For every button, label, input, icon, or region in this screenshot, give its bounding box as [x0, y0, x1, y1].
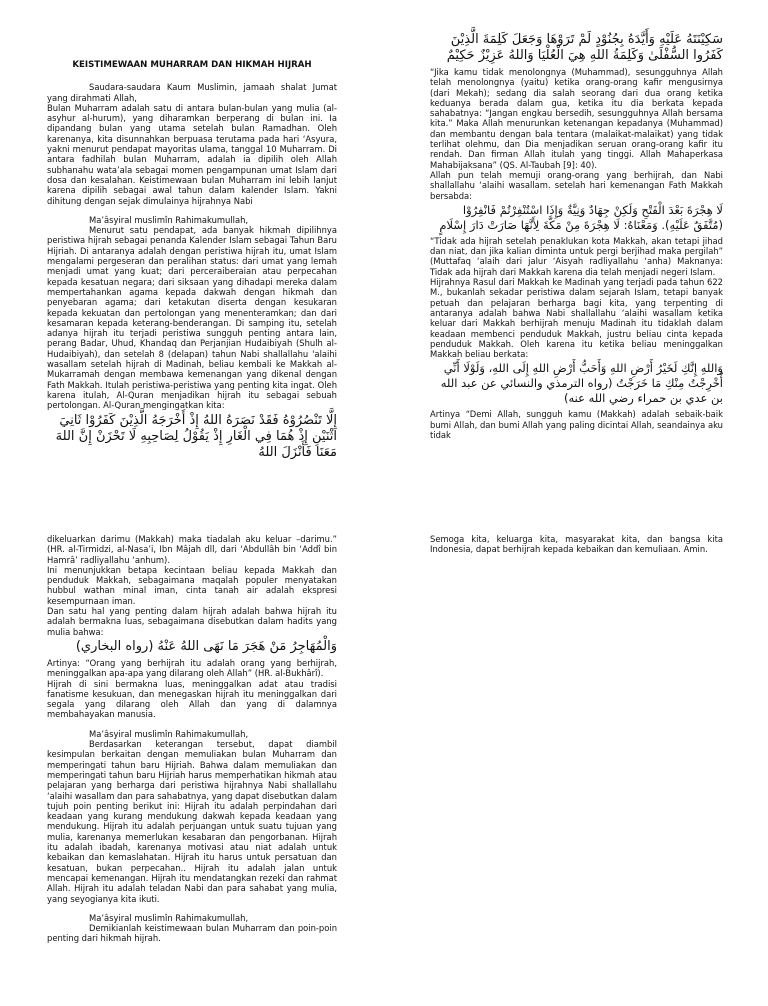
document-title: KEISTIMEWAAN MUHARRAM DAN HIKMAH HIJRAH — [72, 60, 312, 70]
paragraph-address: Ma’âsyiral muslimîn Rahimakumullah, — [89, 214, 249, 225]
paragraph-greeting: Saudara-saudara Kaum Muslimin, jamaah shalat Jumat yang dirahmati Allah, — [47, 82, 337, 103]
paragraph-hadith-translation: “Tidak ada hijrah setelah penaklukan kota Makkah, akan tetapi jihad dan niat, dan jika kalian diminta untuk pergi berjihad maka pergilah” (Muttafaq ‘alaih dari jalur ‘Aisyah radliyallahu ‘anha) Maknanya: Tidak ada hijrah dari Makkah karena dia telah menjadi negeri Islam. — [430, 235, 723, 277]
paragraph-hijrah-622: Hijrahnya Rasul dari Makkah ke Madinah yang terjadi pada tahun 622 M., bukanlah sekadar peristiwa dalam sejarah Islam, tetapi banyak petuah dan pelajaran berharga bagi kita, yang terpenting di antaranya adalah bahwa Nabi shallallahu ‘alaihi wasallam ketika keluar dari Makkah berhijrah menuju Madinah itu tidaklah dalam keadaan membenci penduduk Makkah, justru beliau cinta kepada penduduk Makkah. Oleh karena itu ketika beliau meninggalkan Makkah beliau berkata: — [430, 277, 723, 360]
column-2 — [430, 30, 723, 440]
arabic-hadith-fath: لَا هِجْرَةَ بَعْدَ الْفَتْحِ وَلَكِنْ جِهَادٌ وَنِيَّةٌ وَإِذَا اسْتُنْفِرْتُمْ فَانْفِرُوْا (مُتَّفَقٌ عَلَيْهِ). وَمَعْنَاهُ: لَا هِجْرَةَ مِنْ مَكَّةَ لِأَنَّهَا صَارَتْ دَارَ إِسْلَامٍ — [439, 202, 723, 232]
arabic-verse-continuation: سَكِيْنَتَهُ عَلَيْهِ وَأَيَّدَهُ بِجُنُوْدٍ لَمْ تَرَوْهَا وَجَعَلَ كَلِمَةَ الَّذِيْنَ كَفَرُوا السُّفْلَىٰ وَكَلِمَةُ اللهِ هِيَ الْعُلْيَا وَاللهُ عَزِيْزٌ حَكِيْمٌ — [446, 32, 723, 63]
paragraph-makkah-translation: Artinya “Demi Allah, sungguh kamu (Makkah) adalah sebaik-baik bumi Allah, dan bumi Allah yang paling dicintai Allah, seandainya aku tidak — [430, 409, 723, 441]
paragraph-hijrah-hikmah: Menurut satu pendapat, ada banyak hikmah dipilihnya peristiwa hijrah sebagai penanda Kalender Islam sebagai Tahun Baru Hijriah. Di antaranya adalah dengan peristiwa hijrah itu, umat Islam mengalami pergeseran dan peralihan status: dari umat yang lemah menjadi umat yang kuat; dari perceraiberaian atau perpecahan kepada kesatuan negara; dari siksaan yang dihadapi mereka dalam mempertahankan agama kepada dakwah dengan hikmah dan penyebaran agama; dari ketakutan diserta dengan kesukaran kepada kekuatan dan pertolongan yang menenteramkan; dan dari kesamaran kepada keterang-benderangan. Di samping itu, setelah adanya hijrah itu terjadi peristiwa sungguh penting antara lain, perang Badar, Uhud, Khandaq dan Perjanjian Hudaibiyah (Shulh al-Hudaibiyah), dan setelah 8 (delapan) tahun Nabi shallallahu 'alaihi wasallam setelah hijrah di Madinah, beliau kembali ke Makkah al-Mukarramah dengan membawa kemenangan yang dikenal dengan Fath Makkah. Itulah peristiwa-peristiwa yang penting kita ingat. Oleh karena itulah, Al-Quran menjadikan hijrah itu sebagai sebuah pertolongan. Al-Quran mengingatkan kita: — [47, 225, 337, 411]
paragraph-conclusion: Berdasarkan keterangan tersebut, dapat diambil kesimpulan berkaitan dengan memuliakan bulan Muharram dan memperingati tahun baru Hijriah. Bahwa dalam memuliakan dan memperingati tahun baru Hijriah harus memperhatikan hikmah atau pelajaran yang berharga dari peristiwa hijrahnya Nabi shallallahu ‘alaihi wasallam dan para sahabatnya, yang dapat disebutkan dalam tujuh poin penting berikut ini: Hijrah itu adalah perpindahan dari keadaan yang kurang mendukung dakwah kepada keadaan yang mendukung. Hijrah itu adalah perjuangan untuk suatu tujuan yang mulia, karenanya memerlukan kesabaran dan pengorbanan. Hijrah itu adalah ibadah, karenanya motivasi atau niat adalah untuk kebaikan dan kemaslahatan. Hijrah itu harus untuk persatuan dan kesatuan, bukan perpecahan.. Hijrah itu adalah jalan untuk mencapai kemenangan. Hijrah itu mendatangkan rezeki dan rahmat Allah. Hijrah itu adalah teladan Nabi dan para sahabat yang mulia, yang seyogianya kita ikuti. — [47, 739, 337, 904]
paragraph-prayer: Semoga kita, keluarga kita, masyarakat kita, dan bangsa kita Indonesia, dapat berhijrah kepada kebaikan dan kemuliaan. Amin. — [430, 534, 723, 555]
arabic-verse-taubah: إِلَّا تَنْصُرُوْهُ فَقَدْ نَصَرَهُ اللهُ إِذْ أَخْرَجَهُ الَّذِيْنَ كَفَرُوْا ثَانِيَ اثْنَيْنِ إِذْ هُمَا فِي الْغَارِ إِذْ يَقُوْلُ لِصَاحِبِهِ لَا تَحْزَنْ إِنَّ اللهَ مَعَنَا فَأَنْزَلَ اللهُ — [55, 412, 337, 460]
paragraph-hadith-intro: Allah pun telah memuji orang-orang yang berhijrah, dan Nabi shallallahu ‘alaihi wasallam. setelah hari kemenangan Fath Makkah bersabda: — [430, 169, 723, 201]
paragraph-verse-translation: “Jika kamu tidak menolongnya (Muhammad), sesungguhnya Allah telah menolongnya (yaitu) ketika orang-orang kafir mengusirnya (dari Mekah); sedang dia salah seorang dari dua orang ketika keduanya berada dalam gua, ketika itu dia berkata kepada sahabatnya: “Jangan engkau bersedih, sesungguhnya Allah bersama kita.” Maka Allah menurunkan ketenangan kepadanya (Muhammad) dan membantu dengan bala tentara (malaikat-malaikat) yang tidak terlihat olehmu, dan Dia menjadikan seruan orang-orang kafir itu rendah. Dan firman Allah itulah yang tinggi. Allah Mahaperkasa Mahabijaksana” (QS. Al-Taubah [9]: 40). — [430, 67, 723, 170]
arabic-hadith-muhajir: وَالْمُهَاجِرُ مَنْ هَجَرَ مَا نَهَى اللهُ عَنْهُ (رواه البخاري) — [75, 638, 337, 654]
paragraph-hadith-source: dikeluarkan darimu (Makkah) maka tiadalah aku keluar –darimu.” (HR. al-Tirmidzi, al-Nasa’i, Ibn Mâjah dll, dari ‘Abdullâh bin ‘Addî bin Hamrâ’ radliyallahu ‘anhum). — [47, 534, 337, 565]
column-4 — [430, 534, 723, 555]
paragraph-love-homeland: Ini menunjukkan betapa kecintaan beliau kepada Makkah dan penduduk Makkah, sebagaimana maqalah populer menyatakan hubbul wathan minal iman, cinta tanah air adalah ekspresi kesempurnaan iman. — [47, 564, 337, 606]
paragraph-muharram: Bulan Muharram adalah satu di antara bulan-bulan yang mulia (al-asyhur al-hurum), yang diharamkan berperang di bulan ini. Ia dipandang bulan yang utama setelah bulan Ramadhan. Oleh karenanya, kita disunnahkan berpuasa terutama pada hari ‘Asyura, yakni menurut pendapat mayoritas ulama, tanggal 10 Muharram. Di antara fadhilah bulan Muharram, adalah ia dipilih oleh Allah subhanahu wata’ala sebagai momen pengampunan umat Islam dari dosa dan kesalahan. Keistimewaan bulan Muharram ini lebih lanjut karena dipilih sebagai awal tahun dalam kalender Islam. Yakni dihitung dengan sejak dimulainya hijrahnya Nabi — [47, 102, 337, 206]
paragraph-broad-meaning: Dan satu hal yang penting dalam hijrah adalah bahwa hijrah itu adalah bermakna luas, sebagaimana disebutkan dalam hadits yang mulia bahwa: — [47, 606, 337, 637]
paragraph-hijrah-meaning: Hijrah di sini bermakna luas, meninggalkan adat atau tradisi fanatisme kesukuan, dan menegaskan hijrah itu meninggalkan dari segala yang dilarang oleh Allah dan yang di dalamnya membahayakan manusia. — [47, 678, 337, 720]
column-1 — [47, 60, 337, 464]
column-3 — [47, 534, 337, 944]
paragraph-closing: Demikianlah keistimewaan bulan Muharram dan poin-poin penting dari hikmah hijrah. — [47, 923, 337, 944]
paragraph-address-2: Ma’âsyiral muslimîn Rahimakumullah, — [89, 728, 249, 739]
arabic-hadith-makkah: وَاللهِ إِنَّكِ لَخَيْرُ أَرْضِ اللهِ وَأَحَبُّ أَرْضِ اللهِ إِلَى اللهِ، وَلَوْلَا أَنِّي أُخْرِجْتُ مِنْكِ مَا خَرَجْتُ (رواه الترمذي والنسائي عن عبد الله بن عدي بن حمراء رضي الله عنه) — [440, 361, 723, 406]
paragraph-address-3: Ma’âsyiral muslimîn Rahimakumullah, — [89, 912, 249, 923]
paragraph-muhajir-translation: Artinya: “Orang yang berhijrah itu adalah orang yang berhijrah, meninggalkan apa-apa yang dilarang oleh Allah” (HR. al-Bukhârî). — [47, 657, 337, 679]
